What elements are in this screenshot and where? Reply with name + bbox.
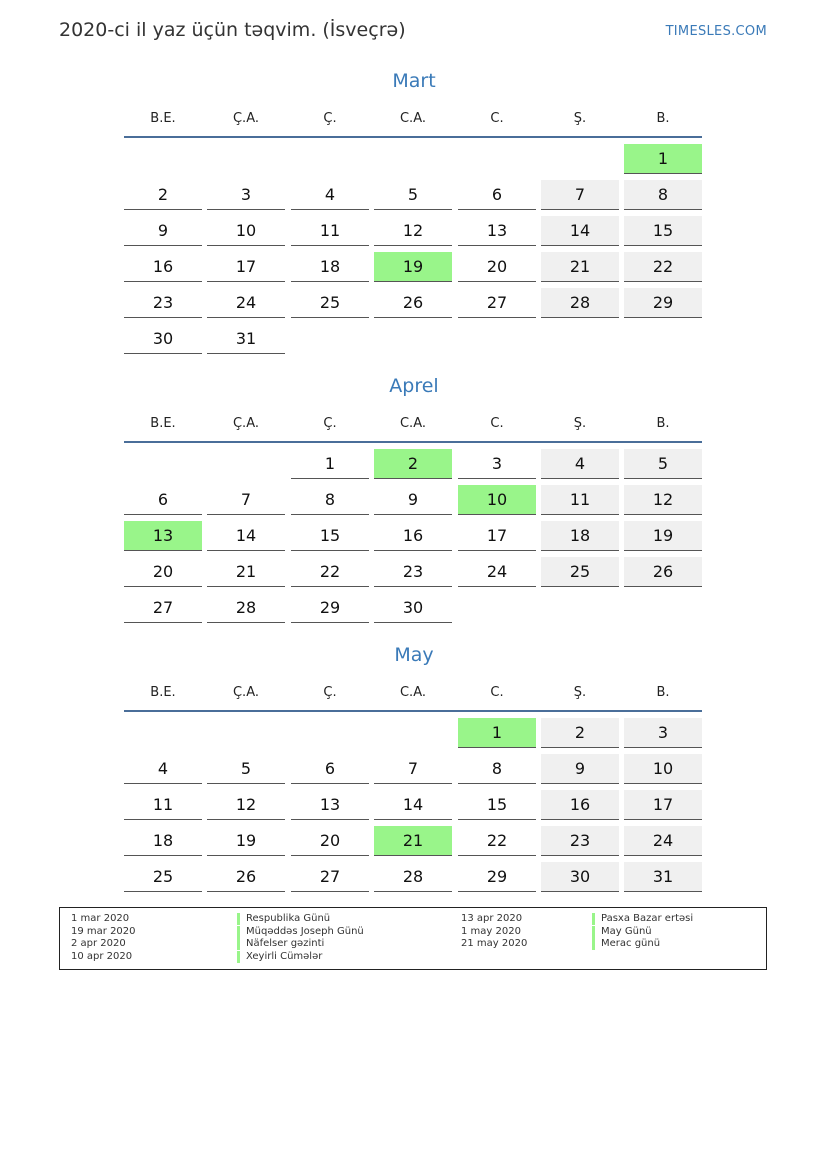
day-cell[interactable]: 5 — [374, 180, 452, 210]
day-cell[interactable]: 28 — [374, 862, 452, 892]
legend-holiday-name: Müqəddəs Joseph Günü — [237, 926, 364, 938]
day-cell[interactable]: 9 — [374, 485, 452, 515]
day-cell[interactable]: 7 — [374, 754, 452, 784]
legend-holiday-name: May Günü — [592, 926, 652, 938]
weekday-header: C.A. — [399, 111, 426, 126]
day-cell[interactable]: 9 — [124, 216, 202, 246]
day-cell[interactable]: 7 — [541, 180, 619, 210]
day-cell[interactable]: 26 — [624, 557, 702, 587]
day-cell[interactable]: 27 — [291, 862, 369, 892]
day-cell[interactable]: 20 — [291, 826, 369, 856]
day-cell[interactable]: 17 — [207, 252, 285, 282]
day-cell[interactable]: 5 — [207, 754, 285, 784]
weekday-header: Ç.A. — [232, 685, 259, 700]
legend-date: 13 apr 2020 — [461, 913, 523, 924]
day-cell[interactable]: 12 — [624, 485, 702, 515]
day-cell[interactable]: 8 — [624, 180, 702, 210]
day-cell[interactable]: 15 — [458, 790, 536, 820]
holiday-day-cell[interactable]: 1 — [458, 718, 536, 748]
holiday-day-cell[interactable]: 21 — [374, 826, 452, 856]
day-cell[interactable]: 21 — [207, 557, 285, 587]
day-cell[interactable]: 6 — [291, 754, 369, 784]
day-cell[interactable]: 12 — [207, 790, 285, 820]
weekday-header: C.A. — [399, 416, 426, 431]
day-cell[interactable]: 1 — [291, 449, 369, 479]
month-title: Aprel — [389, 375, 439, 397]
weekday-header: C. — [490, 416, 504, 431]
day-cell[interactable]: 4 — [541, 449, 619, 479]
day-cell[interactable]: 7 — [207, 485, 285, 515]
day-cell[interactable]: 11 — [291, 216, 369, 246]
day-cell[interactable]: 26 — [207, 862, 285, 892]
day-cell[interactable]: 8 — [291, 485, 369, 515]
day-cell[interactable]: 24 — [207, 288, 285, 318]
day-cell[interactable]: 24 — [624, 826, 702, 856]
holiday-day-cell[interactable]: 10 — [458, 485, 536, 515]
weekday-header: Ş. — [573, 685, 587, 700]
weekday-header: B.E. — [150, 111, 176, 126]
day-cell[interactable]: 12 — [374, 216, 452, 246]
page-title: 2020-ci il yaz üçün təqvim. (İsveçrə) — [59, 19, 406, 41]
day-cell[interactable]: 8 — [458, 754, 536, 784]
day-cell[interactable]: 18 — [291, 252, 369, 282]
day-cell[interactable]: 14 — [207, 521, 285, 551]
day-cell[interactable]: 23 — [374, 557, 452, 587]
weekday-header: B. — [656, 685, 670, 700]
day-cell[interactable]: 10 — [207, 216, 285, 246]
day-cell[interactable]: 18 — [541, 521, 619, 551]
day-cell[interactable]: 2 — [124, 180, 202, 210]
holiday-day-cell[interactable]: 19 — [374, 252, 452, 282]
day-cell[interactable]: 24 — [458, 557, 536, 587]
day-cell[interactable]: 3 — [624, 718, 702, 748]
day-cell[interactable]: 22 — [458, 826, 536, 856]
weekday-header: Ş. — [573, 111, 587, 126]
weekday-header: B.E. — [150, 685, 176, 700]
legend-date: 21 may 2020 — [461, 938, 528, 950]
site-link[interactable]: TIMESLES.COM — [665, 24, 767, 39]
day-cell[interactable]: 28 — [207, 593, 285, 623]
day-cell[interactable]: 26 — [374, 288, 452, 318]
day-cell[interactable]: 15 — [624, 216, 702, 246]
day-cell[interactable]: 17 — [624, 790, 702, 820]
day-cell[interactable]: 3 — [458, 449, 536, 479]
day-cell[interactable]: 30 — [541, 862, 619, 892]
day-cell[interactable]: 19 — [624, 521, 702, 551]
day-cell[interactable]: 9 — [541, 754, 619, 784]
day-cell[interactable]: 5 — [624, 449, 702, 479]
weekday-header: Ç. — [323, 111, 337, 126]
weekday-header: Ç. — [323, 416, 337, 431]
day-cell[interactable]: 27 — [124, 593, 202, 623]
weekday-header: Ç. — [323, 685, 337, 700]
month-title: Mart — [392, 70, 436, 92]
day-cell[interactable]: 13 — [458, 216, 536, 246]
weekday-header: Ç.A. — [232, 111, 259, 126]
header-rule — [124, 710, 702, 712]
day-cell[interactable]: 11 — [541, 485, 619, 515]
day-cell[interactable]: 25 — [541, 557, 619, 587]
holiday-legend — [59, 907, 767, 970]
day-cell[interactable]: 16 — [124, 252, 202, 282]
day-cell[interactable]: 27 — [458, 288, 536, 318]
legend-date: 19 mar 2020 — [71, 925, 136, 937]
day-cell[interactable]: 4 — [124, 754, 202, 784]
day-cell[interactable]: 29 — [458, 862, 536, 892]
day-cell[interactable]: 30 — [374, 593, 452, 623]
day-cell[interactable]: 3 — [207, 180, 285, 210]
legend-date: 10 apr 2020 — [71, 950, 133, 962]
day-cell[interactable]: 23 — [541, 826, 619, 856]
day-cell[interactable]: 31 — [624, 862, 702, 892]
weekday-header: C. — [490, 111, 504, 126]
weekday-header: B. — [656, 416, 670, 431]
legend-date: 2 apr 2020 — [71, 938, 126, 950]
day-cell[interactable]: 16 — [541, 790, 619, 820]
header-rule — [124, 441, 702, 443]
day-cell[interactable]: 28 — [541, 288, 619, 318]
weekday-header: B.E. — [150, 416, 176, 431]
day-cell[interactable]: 29 — [291, 593, 369, 623]
holiday-day-cell[interactable]: 13 — [124, 521, 202, 551]
day-cell[interactable]: 16 — [374, 521, 452, 551]
day-cell[interactable]: 10 — [624, 754, 702, 784]
day-cell[interactable]: 19 — [207, 826, 285, 856]
legend-holiday-name: Näfelser gəzinti — [237, 938, 324, 950]
holiday-day-cell[interactable]: 2 — [374, 449, 452, 479]
legend-holiday-name: Xeyirli Cümələr — [237, 951, 322, 963]
day-cell[interactable]: 6 — [458, 180, 536, 210]
day-cell[interactable]: 14 — [374, 790, 452, 820]
day-cell[interactable]: 20 — [458, 252, 536, 282]
day-cell[interactable]: 25 — [291, 288, 369, 318]
day-cell[interactable]: 18 — [124, 826, 202, 856]
header-rule — [124, 136, 702, 138]
weekday-header: C.A. — [399, 685, 426, 700]
month-title: May — [394, 644, 434, 666]
day-cell[interactable]: 30 — [124, 324, 202, 354]
weekday-header: B. — [656, 111, 670, 126]
legend-holiday-name: Merac günü — [592, 938, 660, 950]
day-cell[interactable]: 22 — [291, 557, 369, 587]
day-cell[interactable]: 23 — [124, 288, 202, 318]
holiday-day-cell[interactable]: 1 — [624, 144, 702, 174]
legend-date: 1 mar 2020 — [71, 913, 130, 924]
day-cell[interactable]: 21 — [541, 252, 619, 282]
day-cell[interactable]: 29 — [624, 288, 702, 318]
day-cell[interactable]: 4 — [291, 180, 369, 210]
day-cell[interactable]: 2 — [541, 718, 619, 748]
legend-holiday-name: Respublika Günü — [237, 913, 330, 925]
day-cell[interactable]: 14 — [541, 216, 619, 246]
day-cell[interactable]: 31 — [207, 324, 285, 354]
day-cell[interactable]: 20 — [124, 557, 202, 587]
legend-date: 1 may 2020 — [461, 925, 521, 937]
day-cell[interactable]: 11 — [124, 790, 202, 820]
day-cell[interactable]: 15 — [291, 521, 369, 551]
day-cell[interactable]: 22 — [624, 252, 702, 282]
day-cell[interactable]: 25 — [124, 862, 202, 892]
weekday-header: C. — [490, 685, 504, 700]
day-cell[interactable]: 17 — [458, 521, 536, 551]
day-cell[interactable]: 6 — [124, 485, 202, 515]
day-cell[interactable]: 13 — [291, 790, 369, 820]
weekday-header: Ş. — [573, 416, 587, 431]
weekday-header: Ç.A. — [232, 416, 259, 431]
legend-holiday-name: Pasxa Bazar ertəsi — [592, 913, 693, 925]
